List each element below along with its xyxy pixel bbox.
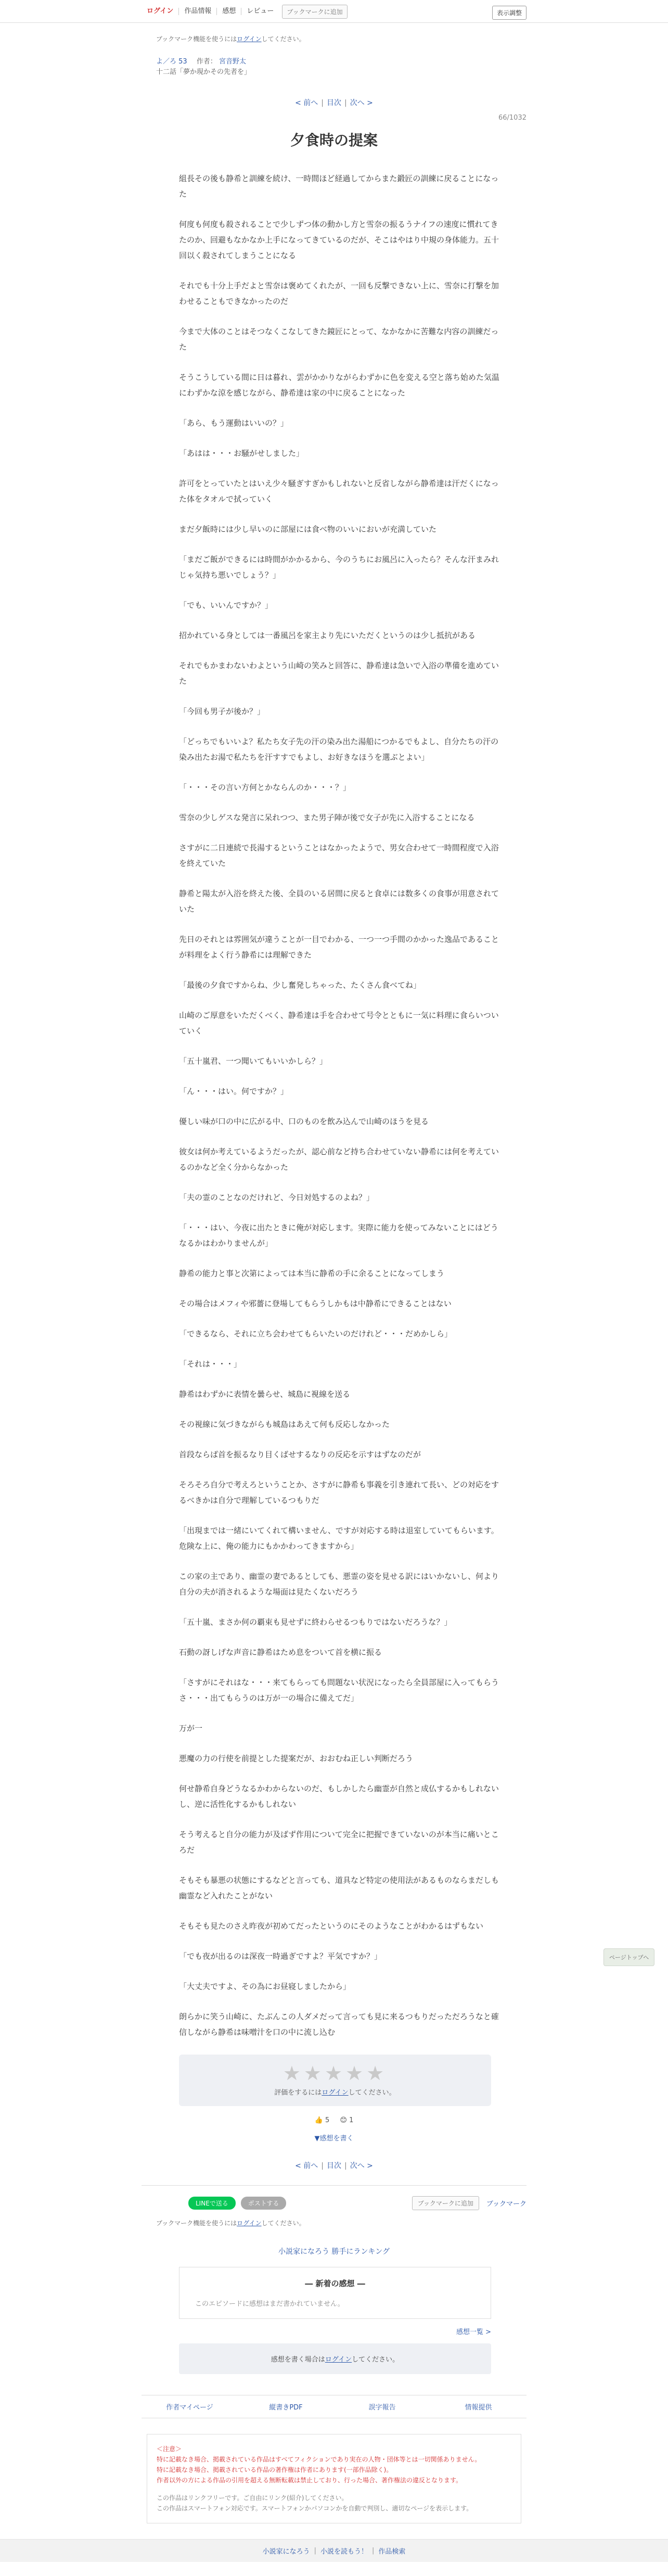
body-paragraph: 「今回も男子が後か？」 bbox=[179, 707, 265, 716]
write-suffix: してください。 bbox=[352, 2356, 400, 2364]
all-thoughts-link[interactable]: 感想一覧 > bbox=[456, 2328, 491, 2336]
footer-link-yomou[interactable]: 小説を読もう！ bbox=[320, 2548, 368, 2556]
info-provide-link[interactable]: 情報提供 bbox=[465, 2404, 492, 2412]
body-paragraph: 「まだご飯ができるには時間がかかるから、今のうちにお風呂に入ったら？そんな汗まみれじゃ気持ち悪いでしょう？」 bbox=[179, 555, 499, 580]
body-paragraph: 招かれている身としては一番風呂を家主より先にいただくというのは少し抵抗がある bbox=[179, 631, 476, 640]
reaction-smile[interactable] bbox=[340, 2116, 353, 2124]
notice-suffix: してください。 bbox=[261, 2220, 305, 2227]
body-paragraph: 悪魔の力の行使を前提とした提案だが、おおむね正しい判断だろう bbox=[179, 1754, 414, 1763]
x-share-button[interactable]: ポストする bbox=[241, 2197, 287, 2210]
caution-line: 特に記載なき場合、掲載されている作品はすべてフィクションであり実在の人物・団体等とは一切関係ありません。 bbox=[157, 2456, 481, 2463]
novel-body bbox=[179, 171, 502, 2040]
body-paragraph: 万が一 bbox=[179, 1724, 203, 1733]
body-paragraph: 「最後の夕食ですからね、少し奮発しちゃった、たくさん食べてね」 bbox=[179, 980, 421, 990]
no-thoughts-message: このエピソードに感想はまだ書かれていません。 bbox=[195, 2300, 344, 2308]
body-paragraph: 「できるなら、それに立ち会わせてもらいたいのだけれど・・・だめかしら」 bbox=[179, 1329, 453, 1338]
series-link[interactable] bbox=[156, 58, 187, 66]
write-thoughts-box bbox=[179, 2343, 491, 2374]
latest-thoughts-box bbox=[179, 2267, 491, 2319]
write-prefix: 感想を書く場合は bbox=[271, 2356, 325, 2364]
body-paragraph: 静希はわずかに表情を曇らせ、城島に視線を送る bbox=[179, 1389, 351, 1399]
reactions bbox=[0, 2116, 668, 2124]
body-paragraph: 「さすがにそれはな・・・来てもらっても問題ない状況になったら全員部屋に入ってもらうさ・・・出てもらうのは万が一の場合に備えてだ」 bbox=[179, 1678, 499, 1703]
add-bookmark-button[interactable]: ブックマークに追加 bbox=[282, 5, 347, 19]
series-name: よ／ろ bbox=[156, 58, 177, 66]
novel-info-link[interactable]: 作品情報 bbox=[179, 8, 217, 15]
caution-info-line: この作品はリンクフリーです。ご自由にリンク(紹介)してください。 bbox=[157, 2494, 348, 2502]
thoughts-link[interactable]: 感想 bbox=[217, 8, 241, 15]
body-paragraph: それでも十分上手だよと雪奈は褒めてくれたが、一回も反撃できない上に、雪奈に打撃を加わせることもできなかったのだ bbox=[179, 281, 499, 306]
body-paragraph: 石動の訝しげな声音に静希はため息をついて首を横に振る bbox=[179, 1648, 382, 1657]
latest-thoughts-heading: ― 新着の感想 ― bbox=[305, 2279, 365, 2288]
body-paragraph: 彼女は何か考えているようだったが、認心前など持ち合わせていない静希には何を考えているのかなど全く分からなかった bbox=[179, 1147, 499, 1172]
header-nav bbox=[142, 0, 526, 23]
notice-suffix: してください。 bbox=[261, 35, 305, 43]
body-paragraph: 優しい味が口の中に広がる中、口のものを飲み込んで山崎のほうを見る bbox=[179, 1117, 429, 1126]
site-header bbox=[0, 0, 668, 23]
author-link[interactable]: 宮音野太 bbox=[219, 58, 247, 66]
episode-counter: 66/1032 bbox=[498, 114, 526, 122]
next-link[interactable]: 次へ > bbox=[350, 99, 373, 107]
body-paragraph: 「でも、いいんですか？」 bbox=[179, 601, 273, 610]
episode-number: 53 bbox=[178, 58, 187, 66]
pager-sep: | bbox=[321, 2162, 324, 2170]
page-top-button[interactable]: ページトップへ bbox=[603, 1948, 654, 1966]
body-paragraph: さすがに二日連続で長湯するということはなかったようで、男女合わせて一時間程度で入浴を終えていた bbox=[179, 843, 499, 868]
body-paragraph: 何せ静希自身どうなるかわからないのだ、もしかしたら幽霊が自然と成仏するかもしれないし、逆に活性化するかもしれない bbox=[179, 1784, 499, 1809]
body-paragraph: この家の主であり、幽霊の妻であるとしても、悪霊の姿を見せる訳にはいかないし、何より自分の夫が消されるような場面は見たくないだろう bbox=[179, 1572, 499, 1597]
body-paragraph: 山崎のご厚意をいただくべく、静希達は手を合わせて号令とともに一気に料理に食らいついていく bbox=[179, 1011, 499, 1036]
notice-login-link[interactable]: ログイン bbox=[237, 2220, 262, 2227]
chapter-title: 十二話「夢か現かその先者を」 bbox=[156, 68, 251, 76]
add-bookmark-button[interactable]: ブックマークに追加 bbox=[412, 2196, 479, 2210]
prev-link[interactable]: < 前へ bbox=[295, 2162, 318, 2170]
body-paragraph: 朗らかに笑う山崎に、たぶんこの人ダメだって言っても見に来るつもりだっただろうなと確信しながら静希は味噌汁を口の中に流し込む bbox=[179, 2012, 499, 2037]
caution-info-line: この作品はスマートフォン対応です。スマートフォンかパソコンかを自動で判別し、適切なページを表示します。 bbox=[157, 2505, 473, 2512]
review-link[interactable]: レビュー bbox=[247, 7, 274, 15]
rating-stars[interactable]: ★★★★★ bbox=[282, 2062, 388, 2085]
body-paragraph: 「・・・その言い方何とかならんのか・・・？」 bbox=[179, 783, 351, 792]
line-share-button[interactable]: LINEで送る bbox=[188, 2197, 236, 2210]
body-paragraph: 許可をとっていたとはいえ少々騒ぎすぎかもしれないと反省しながら静希達は汗だくになった体をタオルで拭っていく bbox=[179, 479, 499, 504]
body-paragraph: そもそも暴悪の状態にするなどと言っても、道具など特定の使用法があるものならまだしも幽霊など入れたことがない bbox=[179, 1876, 499, 1901]
top-pager bbox=[0, 97, 668, 108]
body-paragraph: 何度も何度も殺されることで少しずつ体の動かし方と雪奈の振るうナイフの速度に慣れてきたのか、回避もなかなか上手になってきているのだが、そこはやはり中規の身体能力。五十回以く殺されてしまうことになる bbox=[179, 220, 499, 260]
body-paragraph: 先日のそれとは雰囲気が違うことが一目でわかる、一つ一つ手間のかかった逸品であることが料理をよく行う静希には理解できた bbox=[179, 935, 499, 960]
footer-sep: | bbox=[372, 2547, 375, 2555]
notice-prefix: ブックマーク機能を使うには bbox=[156, 35, 237, 43]
episode-title: 夕食時の提案 bbox=[290, 132, 378, 149]
body-paragraph: それでもかまわないわよという山崎の笑みと回答に、静希達は急いで入浴の準備を進めていた bbox=[179, 661, 499, 686]
body-paragraph: 「五十嵐、まさか何の覇束も見せずに終わらせるつもりではないだろうな？」 bbox=[179, 1617, 452, 1627]
caution-box bbox=[147, 2434, 521, 2523]
body-paragraph: その視線に気づきながらも城島はあえて何も反応しなかった bbox=[179, 1420, 390, 1429]
toc-link[interactable]: 目次 bbox=[327, 99, 341, 107]
caution-heading: ＜注意＞ bbox=[157, 2445, 182, 2453]
bottom-pager bbox=[0, 2160, 668, 2171]
author-mypage-link[interactable]: 作者マイページ bbox=[166, 2404, 213, 2412]
body-paragraph: 「あら、もう運動はいいの？」 bbox=[179, 418, 289, 428]
toc-link[interactable]: 目次 bbox=[327, 2162, 341, 2170]
body-paragraph: 「出現までは一緒にいてくれて構いません、ですが対応する時は退室していてもらいます。危険な上に、俺の能力にもかかわってきますから」 bbox=[179, 1526, 499, 1551]
thumbs-up-icon: 👍 bbox=[314, 2116, 323, 2124]
next-link[interactable]: 次へ > bbox=[350, 2162, 373, 2170]
novel-meta bbox=[156, 57, 520, 78]
body-paragraph: 今まで大体のことはそつなくこなしてきた鏡匠にとって、なかなかに苦難な内容の訓練だった bbox=[179, 327, 499, 352]
header-inner bbox=[142, 0, 526, 23]
body-paragraph: 首段ならば首を振るなり目くばせするなりの反応を示すはずなのだが bbox=[179, 1450, 421, 1459]
body-paragraph: 「五十嵐君、一つ聞いてもいいかしら？」 bbox=[179, 1056, 328, 1066]
notice-prefix: ブックマーク機能を使うには bbox=[156, 2220, 237, 2227]
pager-sep: | bbox=[321, 99, 324, 107]
share-bar bbox=[142, 2185, 526, 2210]
body-paragraph: 静希の能力と事と次第によっては本当に静希の手に余ることになってしまう bbox=[179, 1269, 445, 1278]
footer-link-narou[interactable]: 小説家になろう bbox=[262, 2548, 310, 2556]
bookmark-link[interactable]: ブックマーク bbox=[486, 2200, 526, 2208]
site-footer bbox=[0, 2539, 668, 2562]
footer-link-search[interactable]: 作品検索 bbox=[378, 2548, 406, 2556]
smile-icon: 😊 bbox=[340, 2116, 347, 2124]
caution-line: 特に記載なき場合、掲載されている作品の著作権は作者にあります(一部作品除く)。 bbox=[157, 2466, 393, 2473]
body-paragraph: 「ん・・・はい。何ですか？」 bbox=[179, 1087, 289, 1096]
pager-sep: | bbox=[344, 99, 347, 107]
body-paragraph: 「・・・はい、今夜に出たときに俺が対応します。実際に能力を使ってみないことにはどうなるかはわかりませんが」 bbox=[179, 1223, 498, 1248]
vertical-pdf-link[interactable]: 縦書きPDF bbox=[269, 2404, 303, 2412]
body-paragraph: そろそろ自分で考えろということか、さすがに静希も事義を引き連れて長い、どの対応をするべきかは自分で理解しているつもりだ bbox=[179, 1480, 499, 1505]
caution-info bbox=[157, 2493, 511, 2514]
body-paragraph: 「夫の霊のことなのだけれど、今日対処するのよね？」 bbox=[179, 1193, 375, 1202]
author-label: 作者： bbox=[196, 58, 217, 66]
rating-box bbox=[179, 2055, 491, 2106]
work-links bbox=[142, 2395, 526, 2418]
body-paragraph: 「どっちでもいいよ？私たち女子先の汗の染み出た湯船につかるでもよし、自分たちの汗の染み出たお湯で私たちを汗すすでもよし、お好きなほうを選ぶとよい」 bbox=[179, 737, 499, 762]
bookmark-login-notice bbox=[156, 34, 541, 43]
reaction-good[interactable] bbox=[315, 2116, 330, 2124]
login-link[interactable]: ログイン bbox=[142, 8, 179, 15]
footer-sep: | bbox=[314, 2547, 316, 2555]
body-paragraph: 静希と陽太が入浴を終えた後、全員のいる居間に戻ると食卓には数多くの食事が用意されていた bbox=[179, 889, 499, 914]
body-paragraph: そう考えると自分の能力が及ばず作用について完全に把握できていないのが本当に痛いところだ bbox=[179, 1830, 499, 1855]
body-paragraph: その場合はメフィや邪薔に登場してもらうしかもは中静希にできることはない bbox=[179, 1299, 452, 1308]
typo-report-link[interactable]: 誤字報告 bbox=[368, 2404, 396, 2412]
body-paragraph: まだ夕飯時には少し早いのに部屋には食べ物のいいにおいが充満していた bbox=[179, 525, 437, 534]
caution-line: 作者以外の方による作品の引用を超える無断転載は禁止しており、行った場合、著作権法の違反となります。 bbox=[157, 2477, 463, 2484]
notice-login-link[interactable]: ログイン bbox=[237, 35, 262, 43]
rating-note-prefix: 評価をするには bbox=[274, 2089, 322, 2097]
body-paragraph: 組長その後も静希と訓練を続け、一時間ほど経過してからまた鍛匠の訓練に戻ることになった bbox=[179, 174, 499, 199]
body-paragraph: 「あはは・・・お騒がせしました」 bbox=[179, 449, 304, 458]
write-thoughts-toggle[interactable]: ▼感想を書く bbox=[314, 2135, 354, 2143]
display-settings-button[interactable]: 表示調整 bbox=[492, 6, 526, 20]
body-paragraph: そもそも見たのさえ昨夜が初めてだったというのにそのようなことがわかるはずもない bbox=[179, 1921, 484, 1931]
body-paragraph: 雪奈の少しゲスな発言に呆れつつ、また男子陣が後で女子が先に入浴することになる bbox=[179, 813, 475, 822]
rating-note bbox=[179, 2087, 491, 2097]
ranking-link[interactable]: 小説家になろう 勝手にランキング bbox=[278, 2248, 390, 2256]
reaction-count: 5 bbox=[325, 2116, 330, 2124]
body-paragraph: 「大丈夫ですよ、その為にお昼寝しましたから」 bbox=[179, 1982, 351, 1991]
reaction-count: 1 bbox=[349, 2116, 354, 2124]
body-paragraph: そうこうしている間に日は暮れ、雲がかかりながらわずかに色を変える空と落ち始めた気温にわずかな涼を感じながら、静希達は家の中に戻ることになった bbox=[179, 373, 499, 398]
rating-note-suffix: してください。 bbox=[348, 2089, 396, 2097]
rating-login-link[interactable]: ログイン bbox=[322, 2089, 349, 2097]
pager-sep: | bbox=[344, 2162, 347, 2170]
prev-link[interactable]: < 前へ bbox=[295, 99, 318, 107]
body-paragraph: 「それは・・・」 bbox=[179, 1359, 242, 1369]
write-login-link[interactable]: ログイン bbox=[325, 2356, 352, 2364]
bookmark-login-notice-bottom bbox=[156, 2218, 541, 2227]
body-paragraph: 「でも夜が出るのは深夜一時過ぎですよ？平気ですか？」 bbox=[179, 1952, 382, 1961]
